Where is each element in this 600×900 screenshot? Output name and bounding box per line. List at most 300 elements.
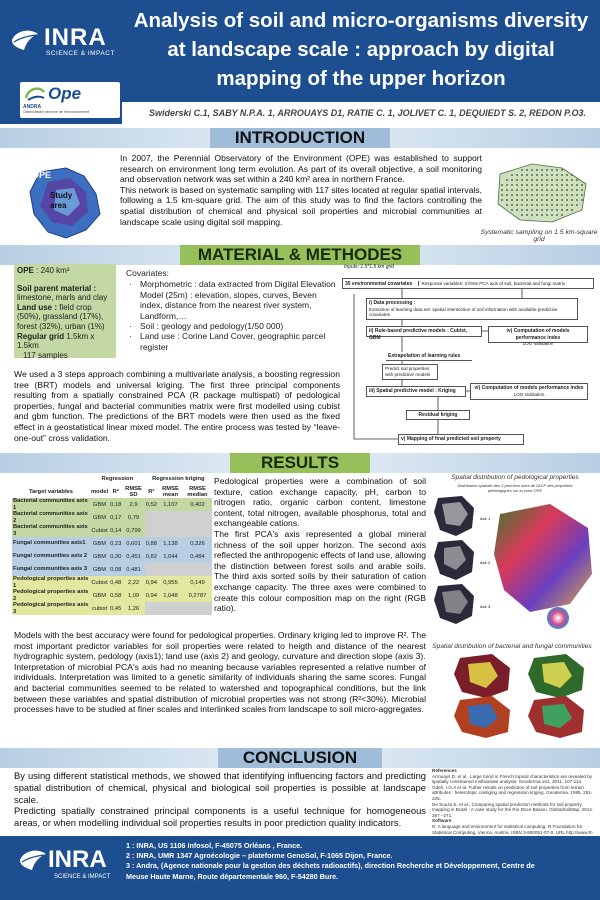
- sampling-site-dot: [506, 184, 508, 186]
- table-cell-mean: 1,138: [158, 537, 183, 550]
- table-cell-name: Pedological properties axis 2: [13, 589, 89, 602]
- sampling-site-dot: [561, 169, 563, 171]
- sampling-site-dot: [526, 169, 528, 171]
- table-cell-mean: [158, 524, 183, 537]
- sampling-site-dot: [556, 214, 558, 216]
- table-cell-r2k: 0,94: [145, 589, 158, 602]
- bacterial-map-1: [454, 654, 510, 698]
- sampling-site-dot: [536, 199, 538, 201]
- sampling-site-dot: [571, 194, 573, 196]
- software-text: R: A language and environment for statistical computing. R Foundation for Statistical Computing, Vienna, Austria. ISBN 3-900051-07-0, URL http://www.R-: [432, 823, 594, 835]
- flow-step2-label: ii) Rule-based predictive models : Cubist, GBM: [369, 328, 468, 341]
- table-cell-model: GBM: [90, 589, 109, 602]
- sampling-site-dot: [546, 214, 548, 216]
- sampling-site-dot: [536, 209, 538, 211]
- sampling-site-dot: [521, 199, 523, 201]
- sampling-site-dot: [546, 209, 548, 211]
- sampling-site-dot: [516, 189, 518, 191]
- fungal-map-2: [528, 696, 584, 738]
- conclusion-heading: CONCLUSION: [218, 748, 382, 768]
- sampling-site-dot: [536, 174, 538, 176]
- sampling-site-dot: [526, 209, 528, 211]
- covariate-land-use: · Land use : Corine Land Cover, geographic parcel register: [126, 331, 340, 352]
- table-cell-model: Cubist: [90, 576, 109, 589]
- sampling-site-dot: [551, 204, 553, 206]
- footer-inra-logo: [18, 842, 118, 894]
- sampling-site-dot: [506, 204, 508, 206]
- sampling-site-dot: [551, 189, 553, 191]
- table-cell-rmse: 0,451: [122, 550, 144, 563]
- sampling-grid-map: [492, 160, 590, 226]
- sampling-site-dot: [526, 194, 528, 196]
- sampling-site-dot: [541, 209, 543, 211]
- table-cell-r2: 0,58: [109, 589, 122, 602]
- sampling-site-dot: [521, 184, 523, 186]
- table-cell-median: 0,484: [183, 550, 212, 563]
- col-rmse-mean: RMSE mean: [162, 485, 179, 498]
- affiliation-3: 3 : Andra, (Agence nationale pour la gestion des déchets radioactifs), direction Recherche et Développement, Centre de Meuse Haute Marne, Route départementale 960, F-54280 Bure.: [126, 861, 535, 881]
- table-cell-name: Bacterial communities axis 2: [12, 511, 90, 524]
- covariates-block: [126, 268, 340, 352]
- intro-text: [120, 153, 482, 227]
- covariate-soil: · Soil : geology and pedology(1/50 000): [126, 321, 340, 331]
- sampling-site-dot: [556, 199, 558, 201]
- sampling-site-dot: [531, 199, 533, 201]
- sampling-site-dot: [551, 184, 553, 186]
- intro-heading: INTRODUCTION: [210, 128, 390, 148]
- sampling-site-dot: [536, 169, 538, 171]
- sampling-site-dot: [511, 199, 513, 201]
- rgb-color-wheel: [547, 607, 569, 629]
- sampling-site-dot: [566, 204, 568, 206]
- sampling-site-dot: [556, 209, 558, 211]
- covariates-list: [126, 279, 340, 352]
- sampling-site-dot: [506, 199, 508, 201]
- flow-extrap-label: Extrapolation of learning rules: [388, 353, 461, 359]
- pedology-map-caption: Spatial distribution of pedological properties: [451, 474, 579, 481]
- poster-title: Analysis of soil and micro-organisms diversity at landscape scale : approach by digital mapping of the upper horizon: [122, 0, 600, 102]
- results-heading: RESULTS: [230, 453, 370, 473]
- sampling-site-dot: [531, 194, 533, 196]
- table-cell-r2k: [145, 524, 158, 537]
- sampling-site-dot: [541, 194, 543, 196]
- sampling-site-dot: [561, 174, 563, 176]
- sampling-site-dot: [516, 204, 518, 206]
- flow-env-covariates: 35 environmental covariates: [345, 281, 413, 287]
- intro-header-band: [0, 128, 600, 148]
- sampling-site-dot: [566, 179, 568, 181]
- table-cell-name: Fungal communities axis1: [12, 537, 90, 550]
- sampling-site-dot: [576, 184, 578, 186]
- table-cell-median: 0,402: [183, 498, 212, 511]
- sampling-site-dot: [516, 179, 518, 181]
- fungal-map-1: [454, 696, 510, 738]
- table-cell-rmse: 2,22: [122, 576, 144, 589]
- sampling-site-dot: [541, 214, 543, 216]
- table-cell-rmse: 1,26: [122, 602, 144, 615]
- table-cell-mean: [158, 563, 183, 576]
- sampling-site-dot: [501, 194, 503, 196]
- table-cell-mean: [158, 602, 183, 615]
- sampling-site-dot: [526, 214, 528, 216]
- flow-step1-title: i) Data processing :: [369, 300, 416, 306]
- sampling-site-dot: [551, 214, 553, 216]
- table-cell-name: Bacterial communities axis 1: [12, 498, 90, 511]
- sampling-site-dot: [531, 179, 533, 181]
- sampling-site-dot: [516, 209, 518, 211]
- table-cell-rmse: 0,601: [122, 537, 144, 550]
- sampling-site-dot: [576, 204, 578, 206]
- sampling-site-dot: [566, 199, 568, 201]
- sampling-site-dot: [546, 189, 548, 191]
- sampling-site-dot: [536, 184, 538, 186]
- affiliation-1: 1 : INRA, US 1106 Infosol, F-45075 Orléans , France.: [126, 841, 303, 850]
- table-cell-r2: 0,30: [109, 550, 122, 563]
- sampling-site-dot: [566, 174, 568, 176]
- ope-wordmark: Ope: [48, 84, 82, 103]
- sampling-site-dot: [521, 174, 523, 176]
- table-cell-model: cubist: [90, 602, 109, 615]
- sampling-site-dot: [551, 194, 553, 196]
- col-target: Target variables: [28, 488, 74, 495]
- sampling-site-dot: [521, 194, 523, 196]
- axis3-map: [434, 584, 474, 624]
- sampling-site-dot: [556, 194, 558, 196]
- sampling-site-dot: [516, 194, 518, 196]
- sampling-site-dot: [561, 214, 563, 216]
- table-cell-r2k: 0,94: [145, 576, 158, 589]
- sampling-site-dot: [506, 179, 508, 181]
- flow-response-vars: Response variables: 3 firsts PCA axis of soil, bacterial and fungi matrix: [418, 281, 566, 286]
- sampling-site-dot: [556, 169, 558, 171]
- sampling-site-dot: [571, 209, 573, 211]
- microbial-map-caption: Spatial distribution of bacterial and fungal communities: [432, 643, 592, 650]
- sampling-site-dot: [546, 184, 548, 186]
- sampling-site-dot: [526, 189, 528, 191]
- sampling-site-dot: [531, 169, 533, 171]
- table-group-regression: Regression: [101, 475, 134, 482]
- sampling-site-dot: [556, 179, 558, 181]
- col-rmse-median: RMSE median: [187, 485, 208, 498]
- sampling-site-dot: [511, 189, 513, 191]
- col-model: model: [91, 488, 109, 495]
- bacterial-map-2: [528, 654, 584, 698]
- study-area-map: [26, 164, 106, 242]
- inra-tagline: SCIENCE & IMPACT: [46, 50, 115, 57]
- flow-step5-label: v) Mapping of final predicted soil property: [401, 436, 501, 442]
- covariate-morphometric: · Morphometric : data extracted from Digital Elevation Model (25m) : elevation, slopes, curves, Beven index, distance from the nearest river system, Landform,…: [126, 279, 340, 321]
- col-r2-krig: R²: [148, 488, 155, 495]
- table-cell-rmse: 0,799: [122, 524, 144, 537]
- map-label-area: area: [50, 201, 67, 210]
- flow-step1-text: Extraction of learning data set: spatial intersection of soil information with available predictive covariates: [369, 306, 558, 318]
- table-cell-r2: 0,48: [109, 576, 122, 589]
- sampling-site-dot: [566, 184, 568, 186]
- inra-logo: [10, 22, 120, 62]
- table-cell-name: Fungal communities axis 2: [12, 550, 90, 563]
- table-cell-r2k: [145, 563, 158, 576]
- sampling-site-dot: [576, 194, 578, 196]
- sampling-site-dot: [571, 199, 573, 201]
- table-cell-r2: 0,17: [109, 511, 122, 524]
- sampling-site-dot: [561, 184, 563, 186]
- sampling-site-dot: [546, 169, 548, 171]
- affiliations: [126, 841, 546, 882]
- table-cell-name: Pedological properties axis 1: [13, 576, 89, 589]
- flow-step6-sub: LOO Validation: [513, 391, 545, 397]
- flow-residual-label: Residual kriging: [418, 412, 458, 418]
- sampling-site-dot: [536, 179, 538, 181]
- sampling-site-dot: [526, 174, 528, 176]
- table-cell-rmse: 0,481: [122, 563, 144, 576]
- sampling-site-dot: [521, 169, 523, 171]
- sampling-site-dot: [576, 199, 578, 201]
- site-description-box: [14, 264, 116, 358]
- sampling-site-dot: [541, 174, 543, 176]
- sampling-site-dot: [566, 194, 568, 196]
- table-cell-rmse: 0,79: [122, 511, 144, 524]
- sampling-site-dot: [521, 214, 523, 216]
- references-text: Arrouays D. et al., Large trend in French topsoil characteristics are revealed by spatially constrained multivariate analysis. Geoderma.161, 2011, 107-114. Odeh, I.O.A et al. Futher results on prediction of soil properties from terrain attributes : heterotopic cokriging and regression kriging. Geoderma. 1995. 251-225. De Souza E. et al., Comparing spatial prediction methods for soil property mapping in Brazil : A case study for the Rio Doce Basion. GlobalSoilMap, 2014. 267 –271.: [432, 773, 594, 818]
- sampling-site-dot: [531, 204, 533, 206]
- ope-swirl-icon: [24, 84, 46, 102]
- table-cell-r2k: 0,52: [145, 498, 158, 511]
- table-cell-r2: 0,23: [109, 537, 122, 550]
- ope-subtitle: Observatoire pérenne de l'environnement: [23, 110, 90, 114]
- sampling-site-dot: [556, 189, 558, 191]
- sampling-site-dot: [571, 179, 573, 181]
- flow-predict-box: Predict soil properties with predictive models: [382, 364, 438, 380]
- flow-arrows: [342, 264, 594, 452]
- sampling-site-dot: [531, 184, 533, 186]
- references-block: [432, 768, 596, 841]
- parent-material-label: Soil parent material :: [17, 283, 97, 293]
- sampling-site-dot: [501, 184, 503, 186]
- sampling-site-dot: [576, 179, 578, 181]
- results-text-models: Models with the best accuracy were found for pedological properties. Ordinary kriging led to improve R². The most important predictor variables for soil properties were related to heigth and distance of the nearest hydrographic system, pedology (axis1); land use (axis 2) and geology, curvature and direction slope (axis 3). Interpretation of microbial PCA's axis had no meaning because variables represented a relative number of individuals. Interpretation was limited to a genetic similarity of individuals sharing the same scores. Fungal and bacterial communities seemed to be related to watershed and topographical conditions, but the link between these variables and spatial distribution of microbial properties was not strong (R²<30%). Microbial processes have to be studied at finer scales and interlinked scales from landscape to soil micro-aggregates.: [14, 630, 426, 715]
- pedology-maps-figure: [430, 494, 596, 632]
- sampling-site-dot: [571, 204, 573, 206]
- ope-logo: [20, 82, 120, 118]
- sampling-site-dot: [516, 184, 518, 186]
- axis2-map: [434, 540, 474, 580]
- land-use-value: field crop (50%), grassland (17%), forest (32%), urban (1%): [17, 302, 105, 331]
- conclusion-text: By using different statistical methods, we showed that identifying influencing factors and predicting spatial distribution of chemical, physical and biological soil properties is possible at landscape scale. Predicting spatially constrained principal components is a useful technique for homogeneous areas, or when modelling individual soil properties results in poor prediction quality indicators.: [14, 770, 426, 829]
- sampling-site-dot: [561, 209, 563, 211]
- grid-label: Regular grid: [17, 331, 65, 341]
- software-title: Software: [432, 818, 452, 824]
- sampling-site-dot: [526, 204, 528, 206]
- rgb-composite-map: [494, 504, 592, 612]
- sampling-site-dot: [526, 199, 528, 201]
- sampling-site-dot: [561, 189, 563, 191]
- table-cell-median: [183, 602, 212, 615]
- table-cell-median: 0,2787: [183, 589, 212, 602]
- map-label-study: Study: [50, 191, 73, 200]
- sampling-site-dot: [541, 189, 543, 191]
- axis3-label: Axe 3: [480, 604, 491, 609]
- sampling-site-dot: [576, 189, 578, 191]
- sampling-site-dot: [581, 184, 583, 186]
- table-cell-model: Cubist: [90, 524, 109, 537]
- sampling-site-dot: [526, 179, 528, 181]
- sampling-site-dot: [511, 179, 513, 181]
- sampling-site-dot: [536, 194, 538, 196]
- methods-heading: MATERIAL & METHODES: [180, 245, 420, 265]
- sampling-site-dot: [566, 189, 568, 191]
- sampling-site-dot: [571, 189, 573, 191]
- sampling-site-dot: [546, 194, 548, 196]
- sampling-site-dot: [511, 204, 513, 206]
- table-group-kriging: Regression kriging: [152, 475, 205, 482]
- sampling-site-dot: [511, 209, 513, 211]
- sampling-site-dot: [541, 199, 543, 201]
- sampling-site-dot: [521, 204, 523, 206]
- ope-area-value: : 240 km²: [36, 266, 70, 275]
- sampling-site-dot: [561, 194, 563, 196]
- table-cell-median: [183, 563, 212, 576]
- flow-step4-sub: LOO Validation: [522, 341, 554, 347]
- table-cell-median: [183, 524, 212, 537]
- methods-flowchart: [342, 264, 594, 452]
- sampling-site-dot: [521, 209, 523, 211]
- sampling-site-dot: [546, 179, 548, 181]
- table-cell-mean: 1,107: [158, 498, 183, 511]
- sampling-site-dot: [546, 199, 548, 201]
- sampling-site-dot: [501, 189, 503, 191]
- sampling-site-dot: [501, 199, 503, 201]
- land-use-label: Land use :: [17, 302, 58, 312]
- samples-count: 117 samples: [23, 350, 68, 360]
- flow-inputs: Inputs: 1.5*1.5 km grid: [344, 264, 395, 270]
- covariates-title: Covariates:: [126, 268, 169, 278]
- col-rmse-sd: RMSE SD: [125, 485, 142, 498]
- sampling-site-dot: [536, 204, 538, 206]
- sampling-site-dot: [541, 184, 543, 186]
- table-cell-name: Pedological properties axis 3: [13, 602, 89, 615]
- sampling-site-dot: [531, 209, 533, 211]
- sampling-map-caption: Systematic sampling on 1.5 km-square grid: [480, 229, 598, 243]
- sampling-site-dot: [561, 199, 563, 201]
- table-row: [12, 537, 212, 550]
- sampling-site-dot: [521, 189, 523, 191]
- sampling-site-dot: [516, 199, 518, 201]
- sampling-site-dot: [531, 214, 533, 216]
- table-row: [12, 498, 212, 511]
- results-text-pedology: Pedological properties were a combination of soil texture, cation exchange capacity, pH, carbon to nitrogen ratio, organic carbon content, limestone content, total nitrogen, available phosphorus, total and exchangeable cations. The first PCA's axis represented a global mineral richness of the soil upper horizon. The second axis reflected the anthropogenic effects of land use, allowing the distinction between forest soils and arable soils. The third axis sorted soils by their saturation of cation exchange capacity. The three axes were combined to create this colour composition map on the right (RGB ratio).: [214, 476, 426, 614]
- affiliation-2: 2 : INRA, UMR 1347 Agroécologie – plateforme GenoSol, F-1065 Dijon, France.: [126, 851, 393, 861]
- sampling-site-dot: [551, 179, 553, 181]
- inra-leaf-icon: [10, 28, 40, 52]
- table-row: [12, 550, 212, 563]
- table-cell-mean: 1,044: [158, 550, 183, 563]
- table-cell-model: GBM: [90, 511, 109, 524]
- sampling-site-dot: [546, 174, 548, 176]
- table-cell-median: 0,149: [183, 576, 212, 589]
- conclusion-header-band: [0, 748, 600, 768]
- sampling-site-dot: [531, 189, 533, 191]
- table-cell-r2: 0,08: [109, 563, 122, 576]
- microbial-maps-figure: [432, 652, 598, 738]
- table-cell-mean: 1,048: [158, 589, 183, 602]
- table-row: [12, 524, 212, 537]
- sampling-site-dot: [571, 184, 573, 186]
- sampling-site-dot: [511, 184, 513, 186]
- flow-step3-label: iii) Spatial predictive model : Kriging: [369, 388, 456, 394]
- footer-leaf-icon: [18, 848, 48, 872]
- grid-value: 1.5km x 1.5km: [17, 331, 95, 351]
- flow-step6-label: vi) Computation of models performance index: [474, 385, 584, 391]
- axis1-map: [434, 496, 474, 536]
- sampling-site-dot: [561, 204, 563, 206]
- table-cell-r2k: 0,82: [145, 550, 158, 563]
- sampling-site-dot: [551, 174, 553, 176]
- table-cell-mean: 0,955: [158, 576, 183, 589]
- sampling-site-dot: [536, 214, 538, 216]
- table-cell-model: GBM: [90, 498, 109, 511]
- sampling-site-dot: [531, 174, 533, 176]
- sampling-site-dot: [571, 174, 573, 176]
- sampling-site-dot: [511, 194, 513, 196]
- sampling-site-dot: [556, 174, 558, 176]
- inra-wordmark: INRA: [44, 24, 107, 51]
- flow-step4-label: iv) Computation of models performance index: [506, 328, 570, 341]
- references-title: References: [432, 768, 457, 773]
- sampling-site-dot: [536, 189, 538, 191]
- sampling-site-dot: [551, 209, 553, 211]
- sampling-site-dot: [551, 169, 553, 171]
- authors-line: Swiderski C.1, SABY N.P.A. 1, ARROUAYS D1, RATIE C. 1, JOLIVET C. 1, DEQUIEDT S. 2, REDON P.O3.: [149, 108, 586, 118]
- sampling-site-dot: [506, 194, 508, 196]
- table-cell-name: Bacterial communities axis 3: [12, 524, 90, 537]
- table-cell-r2k: [145, 511, 158, 524]
- table-row: [12, 602, 212, 615]
- results-table: [12, 472, 212, 624]
- intro-paragraph-2: This network is based on systematic sampling with 117 sites located at regular spatial intervals, following a 1.5 km-square grid. The aim of this study was to find the factors controlling the spatial distribution of chemical and physical soil properties and microbial communities at landscape scale using digital soil mapping.: [120, 184, 482, 227]
- table-cell-model: GBM: [90, 550, 109, 563]
- sampling-site-dot: [581, 194, 583, 196]
- sampling-site-dot: [506, 189, 508, 191]
- axis2-label: Axe 2: [480, 560, 491, 565]
- sampling-site-dot: [551, 199, 553, 201]
- sampling-site-dot: [541, 179, 543, 181]
- table-cell-median: 0,326: [183, 537, 212, 550]
- table-cell-r2: 0,45: [109, 602, 122, 615]
- sampling-site-dot: [516, 174, 518, 176]
- table-row: [12, 563, 212, 576]
- table-cell-r2: 0,14: [109, 524, 122, 537]
- table-cell-name: Fungal communities axis 3: [12, 563, 90, 576]
- table-cell-model: GBM: [90, 563, 109, 576]
- table-cell-mean: [158, 511, 183, 524]
- table-cell-model: GBM: [90, 537, 109, 550]
- table-row: [12, 589, 212, 602]
- table-cell-rmse: 2,9: [122, 498, 144, 511]
- axis1-label: Axe 1: [480, 516, 491, 521]
- andra-wordmark: ANDRA: [23, 104, 42, 110]
- intro-paragraph-1: In 2007, the Perennial Observatory of the Environment (OPE) was established to support research on environment long term evolution. As part of its overall objective, a soil monitoring and observation network was set within a 240 km² area in northern France.: [120, 153, 482, 185]
- sampling-site-dot: [581, 199, 583, 201]
- map-label-ope: OPE: [32, 170, 52, 180]
- sampling-site-dot: [566, 209, 568, 211]
- sampling-site-dot: [556, 204, 558, 206]
- parent-material-value: limestone, marls and clay: [17, 293, 108, 303]
- col-r2: R²: [112, 488, 119, 495]
- sampling-site-dot: [581, 189, 583, 191]
- sampling-site-dot: [541, 204, 543, 206]
- table-row: [12, 576, 212, 589]
- ope-area-label: OPE: [17, 266, 34, 275]
